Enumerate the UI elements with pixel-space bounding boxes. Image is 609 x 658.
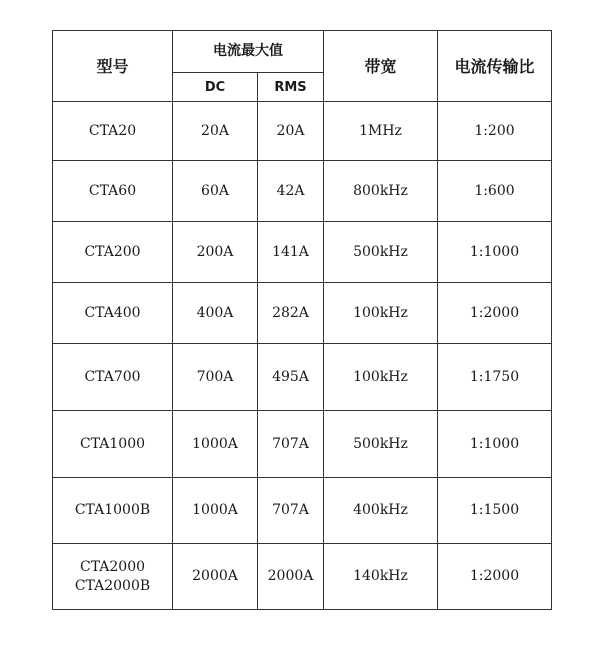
cell-ratio: 1:1750	[438, 344, 552, 411]
cell-ratio: 1:600	[438, 161, 552, 222]
table-row	[53, 222, 552, 283]
cell-model	[53, 161, 173, 222]
model-name: CTA400	[84, 304, 141, 321]
cell-bandwidth: 400kHz	[324, 478, 438, 544]
cell-bandwidth: 500kHz	[324, 411, 438, 478]
header-dc: DC	[173, 73, 258, 102]
table-row	[53, 161, 552, 222]
model-name: CTA700	[84, 368, 141, 385]
cell-dc: 700A	[173, 344, 258, 411]
table-row	[53, 478, 552, 544]
cell-bandwidth: 800kHz	[324, 161, 438, 222]
cell-rms: 141A	[258, 222, 324, 283]
cell-dc: 1000A	[173, 478, 258, 544]
cell-model	[53, 344, 173, 411]
model-name: CTA20	[88, 122, 137, 139]
cell-rms: 42A	[258, 161, 324, 222]
cell-dc: 60A	[173, 161, 258, 222]
cell-rms: 495A	[258, 344, 324, 411]
cell-rms: 707A	[258, 411, 324, 478]
cell-ratio: 1:1500	[438, 478, 552, 544]
cell-model	[53, 222, 173, 283]
cell-ratio: 1:2000	[438, 544, 552, 610]
cell-dc: 1000A	[173, 411, 258, 478]
table-body	[53, 102, 552, 610]
cell-bandwidth: 100kHz	[324, 283, 438, 344]
table-row	[53, 544, 552, 610]
cell-bandwidth: 100kHz	[324, 344, 438, 411]
header-ratio: 电流传输比	[438, 31, 552, 102]
model-name: CTA2000B	[74, 577, 151, 594]
cell-model	[53, 478, 173, 544]
cell-rms: 20A	[258, 102, 324, 161]
model-name: CTA2000	[79, 558, 146, 575]
model-name: CTA1000B	[74, 502, 151, 518]
header-bandwidth: 带宽	[324, 31, 438, 102]
header-max-current: 电流最大值	[173, 31, 324, 73]
spec-table	[52, 30, 552, 610]
cell-dc: 400A	[173, 283, 258, 344]
cell-dc: 200A	[173, 222, 258, 283]
cell-bandwidth: 1MHz	[324, 102, 438, 161]
cell-ratio: 1:1000	[438, 222, 552, 283]
cell-ratio: 1:1000	[438, 411, 552, 478]
cell-bandwidth: 140kHz	[324, 544, 438, 610]
cell-rms: 282A	[258, 283, 324, 344]
header-rms: RMS	[258, 73, 324, 102]
cell-dc: 20A	[173, 102, 258, 161]
cell-model	[53, 283, 173, 344]
cell-model	[53, 102, 173, 161]
table-row	[53, 344, 552, 411]
table-row	[53, 102, 552, 161]
cell-ratio: 1:2000	[438, 283, 552, 344]
cell-rms: 707A	[258, 478, 324, 544]
model-name: CTA60	[88, 182, 137, 199]
cell-model	[53, 544, 173, 610]
cell-model	[53, 411, 173, 478]
table-row	[53, 411, 552, 478]
cell-bandwidth: 500kHz	[324, 222, 438, 283]
cell-ratio: 1:200	[438, 102, 552, 161]
model-name: CTA200	[84, 243, 141, 260]
cell-rms: 2000A	[258, 544, 324, 610]
header-model: 型号	[53, 31, 173, 102]
table-row	[53, 283, 552, 344]
model-name: CTA1000	[79, 435, 146, 452]
cell-dc: 2000A	[173, 544, 258, 610]
